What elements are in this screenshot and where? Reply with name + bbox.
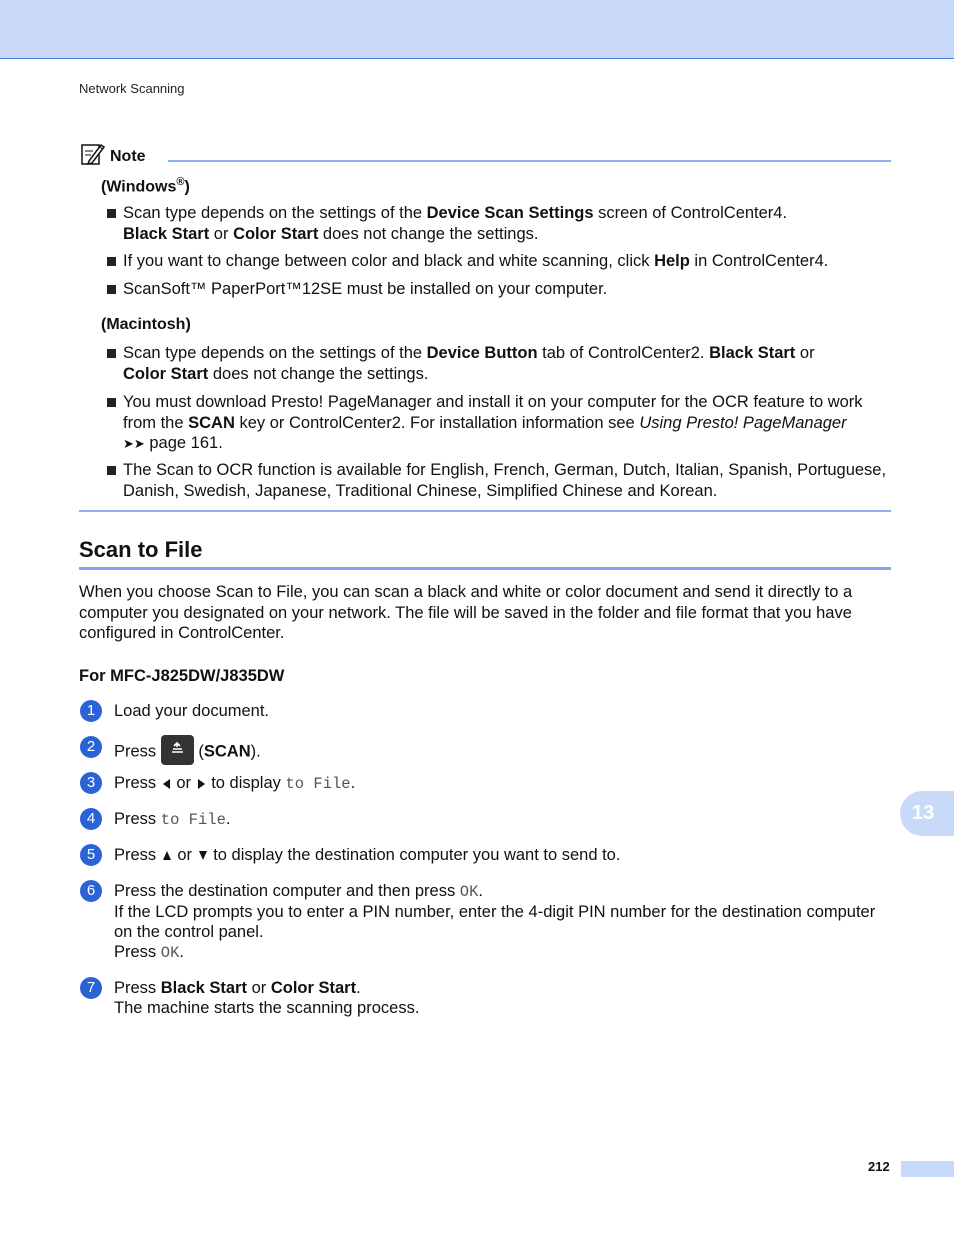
step-number: 6 bbox=[80, 880, 102, 902]
bullet-square-icon bbox=[107, 398, 116, 407]
step-number: 7 bbox=[80, 977, 102, 999]
note-bullet: You must download Presto! PageManager and install it on your computer for the OCR feature to work from the SCAN key or ControlCenter2. For installation information see Using Presto! PageManager ➤➤ page 161. bbox=[107, 392, 892, 455]
step-text: Press Black Start or Color Start. The machine starts the scanning process. bbox=[114, 979, 420, 1017]
step-text: Load your document. bbox=[114, 702, 270, 720]
macintosh-subheading: (Macintosh) bbox=[101, 316, 191, 333]
note-bottom-rule bbox=[79, 510, 891, 512]
bullet-square-icon bbox=[107, 257, 116, 266]
step-number: 3 bbox=[80, 772, 102, 794]
left-arrow-icon bbox=[163, 779, 170, 789]
step-number: 5 bbox=[80, 844, 102, 866]
note-bullet: Scan type depends on the settings of the Device Scan Settings screen of ControlCenter4. Black Start or Color Start does not change the settings. bbox=[107, 203, 892, 244]
step-number: 4 bbox=[80, 808, 102, 830]
page-number-bar bbox=[901, 1161, 954, 1177]
top-band bbox=[0, 0, 954, 59]
step-text: Press to File. bbox=[114, 810, 231, 829]
step-text: Press or to display to File. bbox=[114, 774, 356, 793]
step-text: Press or to display the destination computer you want to send to. bbox=[114, 846, 621, 864]
windows-subheading: (Windows®) bbox=[101, 176, 190, 196]
model-heading: For MFC-J825DW/J835DW bbox=[79, 667, 285, 685]
running-header: Network Scanning bbox=[79, 81, 185, 96]
up-arrow-icon bbox=[163, 851, 171, 860]
note-bullet: If you want to change between color and black and white scanning, click Help in ControlCenter4. bbox=[107, 251, 892, 272]
bullet-square-icon bbox=[107, 349, 116, 358]
right-arrow-icon bbox=[198, 779, 205, 789]
note-bullet: ScanSoft™ PaperPort™12SE must be installed on your computer. bbox=[107, 279, 892, 300]
section-intro: When you choose Scan to File, you can scan a black and white or color document and send it directly to a computer you designated on your network. The file will be saved in the folder and file format that you have configured in ControlCenter. bbox=[79, 583, 853, 642]
page-number: 212 bbox=[868, 1159, 890, 1174]
note-bullet: The Scan to OCR function is available for English, French, German, Dutch, Italian, Spanish, Portuguese, Danish, Swedish, Japanese, Traditional Chinese, Simplified Chinese and Korean. bbox=[107, 460, 892, 501]
step-number: 2 bbox=[80, 736, 102, 758]
step-number: 1 bbox=[80, 700, 102, 722]
step-text: Press (SCAN). bbox=[114, 737, 894, 767]
down-arrow-icon bbox=[199, 851, 207, 860]
bullet-square-icon bbox=[107, 285, 116, 294]
note-title: Note bbox=[110, 148, 146, 165]
step-text: Press the destination computer and then press OK. If the LCD prompts you to enter a PIN number, enter the 4-digit PIN number for the destination computer on the control panel. Press OK. bbox=[114, 882, 876, 962]
scan-button-icon bbox=[161, 735, 194, 765]
section-title: Scan to File bbox=[79, 537, 203, 562]
bullet-square-icon bbox=[107, 209, 116, 218]
note-pencil-icon bbox=[80, 142, 106, 166]
double-arrow-icon: ➤➤ bbox=[123, 436, 145, 451]
note-top-rule bbox=[168, 160, 891, 162]
note-bullet: Scan type depends on the settings of the Device Button tab of ControlCenter2. Black Start or Color Start does not change the settings. bbox=[107, 343, 892, 384]
bullet-square-icon bbox=[107, 466, 116, 475]
chapter-tab: 13 bbox=[900, 791, 954, 836]
section-title-rule bbox=[79, 567, 891, 570]
